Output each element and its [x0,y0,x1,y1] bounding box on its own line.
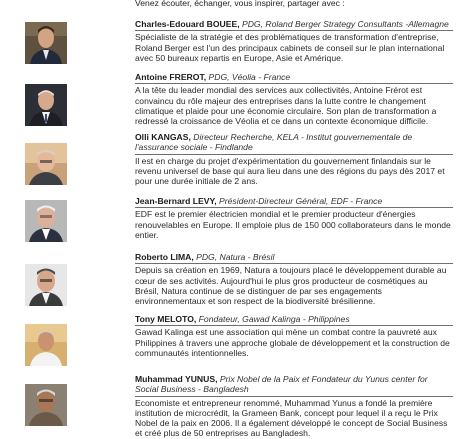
speaker-bio: Depuis sa création en 1969, Natura a toujours placé le développement durable au cœur de ses activités. Aujourd'hui le plus gros producteur de cosmétiques au Brésil, Natura continue de se distinguer de par ses engagements environnementaux et son respect de la biodiversité brésilienne. [135,265,447,307]
speaker-role: PDG, Véolia - France [206,72,291,82]
speaker-photo [25,22,67,64]
speaker-name: Muhammad YUNUS, [135,374,218,384]
speaker-name: Antoine FREROT, [135,72,207,82]
speaker-photo [25,384,67,426]
speaker-name: Jean-Bernard LEVY, [135,196,217,206]
speaker-role: Prix Nobel de la Paix et Fondateur du Yunus center for Social Business - Bangladesh [135,374,428,395]
speaker-role: Directeur Recherche, KELA - Institut gouvernementale de l'assurance sociale - Findlande [135,132,413,153]
speaker-name: Roberto LIMA, [135,252,194,262]
speaker-bio: Spécialiste de la stratégie et des problématiques de transformation d'entreprise, Roland Berger est l'un des principaux cabinets de conseil sur le plan international avec 50 bureaux repartis en Europe, Asie et Amérique. [135,32,445,63]
speaker-name: Tony MELOTO, [135,314,197,324]
speaker-photo [25,84,67,126]
speaker-photo [25,264,67,306]
speaker-bio: A la tête du leader mondial des services aux collectivités, Antoine Frérot est convaincu du rôle majeur des entreprises dans la lutte contre le changement climatique et plaide pour une économie circulaire. Son plan de transformation a redressé la croissance de Véolia et ce dans un contexte économique difficile. [135,85,437,127]
intro-text: Venez écouter, échanger, vous inspirer, partager avec : [135,0,345,8]
speaker-photo [25,324,67,366]
speaker-role: Fondateur, Gawad Kalinga - Philippines [196,314,350,324]
speaker-bio: Economiste et entrepreneur renommé, Muhammad Yunus a fondé la première institution de microcrédit, la Grameen Bank, concept pour lequel il a reçu le Prix Nobel de la paix en 2006. Il a également développé le concept de Social Business et créé plus de 50 entreprises au Bangladesh. [135,397,448,439]
speaker-role: PDG, Roland Berger Strategy Consultants -Allemagne [239,19,449,29]
speaker-bio: Gawad Kalinga est une association qui mène un combat contre la pauvreté aux Philippines à travers une approche globale de développement et la construction de communautés intentionnelles. [135,327,450,358]
speaker-name: Charles-Edouard BOUEE, [135,19,240,29]
speaker-photo [25,143,67,185]
speaker-photo [25,200,67,242]
speaker-role: PDG, Natura - Brésil [193,252,275,262]
speaker-name: Olli KANGAS, [135,132,191,142]
speaker-bio: EDF est le premier électricien mondial et le premier producteur d'énergies renouvelables en Europe. Il emploie plus de 150 000 collaborateurs dans le monde entier. [135,209,451,240]
speaker-bio: Il est en charge du projet d'expérimentation du gouvernement finlandais sur le revenu universel de base qui aura lieu dans une des régions du pays dès 2017 et pour une durée initiale de 2 ans. [135,155,445,187]
speaker-role: Président-Directeur Général, EDF - France [216,196,383,206]
